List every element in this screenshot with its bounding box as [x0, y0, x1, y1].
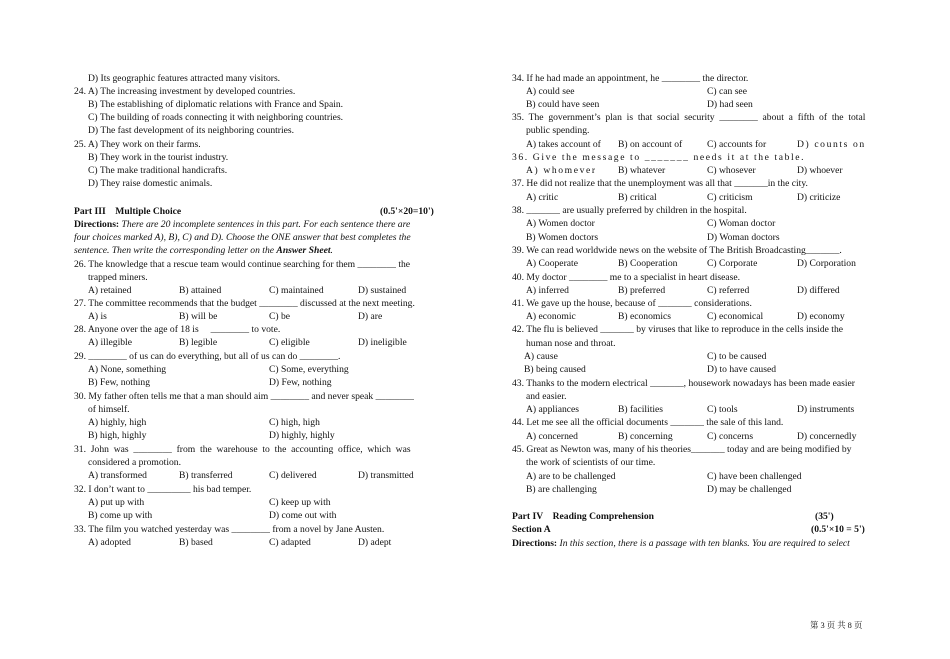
q43-option-b: B) facilities: [618, 404, 664, 415]
q37-option-d: D) criticize: [797, 192, 841, 203]
part4-section-score: (0.5'×10 = 5'): [811, 524, 865, 535]
q45-option-a: A) are to be challenged: [526, 471, 616, 482]
q26-option-b: B) attained: [179, 285, 222, 296]
q42-option-a: A) cause: [524, 351, 558, 362]
q29-option-c: C) Some, everything: [269, 364, 349, 375]
directions-text-1: There are 20 incomplete sentences in this part. For each sentence there are: [121, 219, 411, 230]
q33-stem: 33. The film you watched yesterday was ________ from a novel by Jane Austen.: [74, 524, 385, 535]
q33-option-b: B) based: [179, 537, 213, 548]
q40-option-c: C) referred: [707, 285, 750, 296]
q36-option-d: D) whoever: [797, 165, 843, 176]
q31-option-b: B) transferred: [179, 470, 233, 481]
q41-option-b: B) economics: [618, 311, 672, 322]
q45-option-b: B) are challenging: [526, 484, 597, 495]
q43-stem-cont: and easier.: [526, 391, 567, 402]
q43-option-d: D) instruments: [797, 404, 855, 415]
q41-stem: 41. We gave up the house, because of _______ considerations.: [512, 298, 752, 309]
q42-option-d: D) to have caused: [707, 364, 776, 375]
q24-option-d: D) The fast development of its neighboring countries.: [88, 125, 295, 136]
part3-directions-line2: four choices marked A), B), C) and D). Choose the ONE answer that best completes the: [74, 232, 411, 243]
q29-option-d: D) Few, nothing: [269, 377, 332, 388]
q30-option-b: B) high, highly: [88, 430, 147, 441]
q38-option-c: C) Woman doctor: [707, 218, 776, 229]
q44-option-a: A) concerned: [526, 431, 578, 442]
q31-option-c: C) delivered: [269, 470, 317, 481]
q35-stem-cont: public spending.: [526, 125, 590, 136]
part3-directions-line3: [74, 245, 333, 257]
right-column: [475, 0, 950, 659]
part3-title: Part III Multiple Choice: [74, 206, 182, 217]
q39-option-a: A) Cooperate: [526, 258, 578, 269]
part3-directions-line1: [74, 219, 438, 231]
q39-option-c: C) Corporate: [707, 258, 758, 269]
part3-score: (0.5'×20=10'): [380, 206, 434, 217]
q29-option-b: B) Few, nothing: [88, 377, 151, 388]
q26-option-d: D) sustained: [358, 285, 407, 296]
q31-option-a: A) transformed: [88, 470, 147, 481]
q45-option-d: D) may be challenged: [707, 484, 792, 495]
q28-stem: 28. Anyone over the age of 18 is ________ to vote.: [74, 324, 281, 335]
directions-period: .: [330, 245, 333, 256]
q43-stem: 43. Thanks to the modern electrical _______, housework nowadays has been made easier: [512, 378, 855, 389]
q25-option-a: 25. A) They work on their farms.: [74, 139, 201, 150]
q26-option-a: A) retained: [88, 285, 132, 296]
q42-stem-cont: human nose and throat.: [526, 338, 616, 349]
q44-option-c: C) concerns: [707, 431, 754, 442]
part4-section-a: Section A: [512, 524, 551, 535]
q35-stem: 35. The government’s plan is that social security ________ about a fifth of the total: [512, 112, 866, 123]
q37-option-b: B) critical: [618, 192, 657, 203]
q32-option-a: A) put up with: [88, 497, 145, 508]
q35-option-d: D) counts on: [797, 139, 866, 150]
q27-option-a: A) is: [88, 311, 107, 322]
q34-stem: 34. If he had made an appointment, he ________ the director.: [512, 73, 749, 84]
part4-score: (35'): [815, 511, 834, 522]
q27-option-d: D) are: [358, 311, 383, 322]
q41-option-a: A) economic: [526, 311, 576, 322]
q40-stem: 40. My doctor ________ me to a specialist in heart disease.: [512, 272, 741, 283]
q36-option-a: A) whomever: [526, 165, 597, 176]
q31-stem-cont: considered a promotion.: [88, 457, 181, 468]
q38-option-d: D) Woman doctors: [707, 232, 780, 243]
q32-stem: 32. I don’t want to _________ his bad temper.: [74, 484, 252, 495]
q35-option-b: B) on account of: [618, 139, 683, 150]
q38-stem: 38. _______ are usually preferred by children in the hospital.: [512, 205, 747, 216]
part4-title: Part IV Reading Comprehension: [512, 511, 654, 522]
directions-text: In this section, there is a passage with ten blanks. You are required to select: [559, 538, 850, 549]
q31-option-d: D) transmitted: [358, 470, 414, 481]
page-number: 第 3 页 共 8 页: [810, 621, 863, 630]
q32-option-c: C) keep up with: [269, 497, 331, 508]
directions-text-3: sentence. Then write the corresponding letter on the: [74, 245, 275, 256]
q45-stem: 45. Great as Newton was, many of his theories_______ today and are being modified by: [512, 444, 852, 455]
q45-option-c: C) have been challenged: [707, 471, 802, 482]
directions-label: Directions:: [74, 219, 120, 230]
q29-option-a: A) None, something: [88, 364, 167, 375]
q40-option-b: B) preferred: [618, 285, 666, 296]
q35-option-c: C) accounts for: [707, 139, 767, 150]
q30-option-a: A) highly, high: [88, 417, 147, 428]
q26-stem: 26. The knowledge that a rescue team would continue searching for them ________ the: [74, 259, 411, 270]
q27-stem: 27. The committee recommends that the budget ________ discussed at the next meeting.: [74, 298, 415, 309]
q37-option-c: C) criticism: [707, 192, 753, 203]
q24-option-c: C) The building of roads connecting it with neighboring countries.: [88, 112, 344, 123]
answer-sheet-label: Answer Sheet: [276, 245, 331, 256]
q28-option-a: A) illegible: [88, 337, 132, 348]
q39-stem: 39. We can read worldwide news on the website of The British Broadcasting_______.: [512, 245, 842, 256]
q25-option-d: D) They raise domestic animals.: [88, 178, 213, 189]
q36-option-c: C) whosever: [707, 165, 756, 176]
q38-option-b: B) Women doctors: [526, 232, 599, 243]
q42-stem: 42. The flu is believed _______ by viruses that like to reproduce in the cells inside the: [512, 324, 843, 335]
q30-option-c: C) high, high: [269, 417, 320, 428]
q44-option-d: D) concernedly: [797, 431, 857, 442]
q24-option-a: 24. A) The increasing investment by developed countries.: [74, 86, 296, 97]
q38-option-a: A) Women doctor: [526, 218, 595, 229]
q26-option-c: C) maintained: [269, 285, 324, 296]
q33-option-a: A) adopted: [88, 537, 131, 548]
q34-option-d: D) had seen: [707, 99, 753, 110]
q42-option-c: C) to be caused: [707, 351, 767, 362]
q25-option-c: C) The make traditional handicrafts.: [88, 165, 228, 176]
q34-option-c: C) can see: [707, 86, 747, 97]
q39-option-b: B) Cooperation: [618, 258, 678, 269]
q32-option-b: B) come up with: [88, 510, 153, 521]
q27-option-b: B) will be: [179, 311, 218, 322]
q45-stem-cont: the work of scientists of our time.: [526, 457, 656, 468]
q34-option-b: B) could have seen: [526, 99, 600, 110]
directions-label: Directions:: [512, 538, 558, 549]
q31-stem: 31. John was ________ from the warehouse to the accounting office, which was: [74, 444, 411, 455]
q36-stem: 36. Give the message to _______ needs it at the table.: [512, 152, 806, 163]
q41-option-c: C) economical: [707, 311, 764, 322]
q30-stem-cont: of himself.: [88, 404, 130, 415]
q28-option-c: C) eligible: [269, 337, 310, 348]
q23-option-d: D) Its geographic features attracted many visitors.: [88, 73, 281, 84]
q43-option-a: A) appliances: [526, 404, 580, 415]
q40-option-a: A) inferred: [526, 285, 569, 296]
q28-option-d: D) ineligible: [358, 337, 407, 348]
q37-option-a: A) critic: [526, 192, 559, 203]
q40-option-d: D) differed: [797, 285, 840, 296]
q34-option-a: A) could see: [526, 86, 575, 97]
q42-option-b: B) being caused: [524, 364, 586, 375]
q24-option-b: B) The establishing of diplomatic relations with France and Spain.: [88, 99, 344, 110]
q43-option-c: C) tools: [707, 404, 738, 415]
q30-stem: 30. My father often tells me that a man should aim ________ and never speak ________: [74, 391, 414, 402]
q28-option-b: B) legible: [179, 337, 218, 348]
q39-option-d: D) Corporation: [797, 258, 856, 269]
q29-stem: 29. ________ of us can do everything, but all of us can do ________.: [74, 351, 341, 362]
q35-option-a: A) takes account of: [526, 139, 601, 150]
q41-option-d: D) economy: [797, 311, 845, 322]
part4-directions: [512, 538, 850, 550]
q36-option-b: B) whatever: [618, 165, 666, 176]
q27-option-c: C) be: [269, 311, 291, 322]
q25-option-b: B) They work in the tourist industry.: [88, 152, 229, 163]
q37-stem: 37. He did not realize that the unemployment was all that _______in the city.: [512, 178, 808, 189]
q26-stem-cont: trapped miners.: [88, 272, 148, 283]
q33-option-c: C) adapted: [269, 537, 311, 548]
q30-option-d: D) highly, highly: [269, 430, 335, 441]
q32-option-d: D) come out with: [269, 510, 337, 521]
q33-option-d: D) adept: [358, 537, 392, 548]
q44-stem: 44. Let me see all the official documents _______ the sale of this land.: [512, 417, 784, 428]
q44-option-b: B) concerning: [618, 431, 673, 442]
